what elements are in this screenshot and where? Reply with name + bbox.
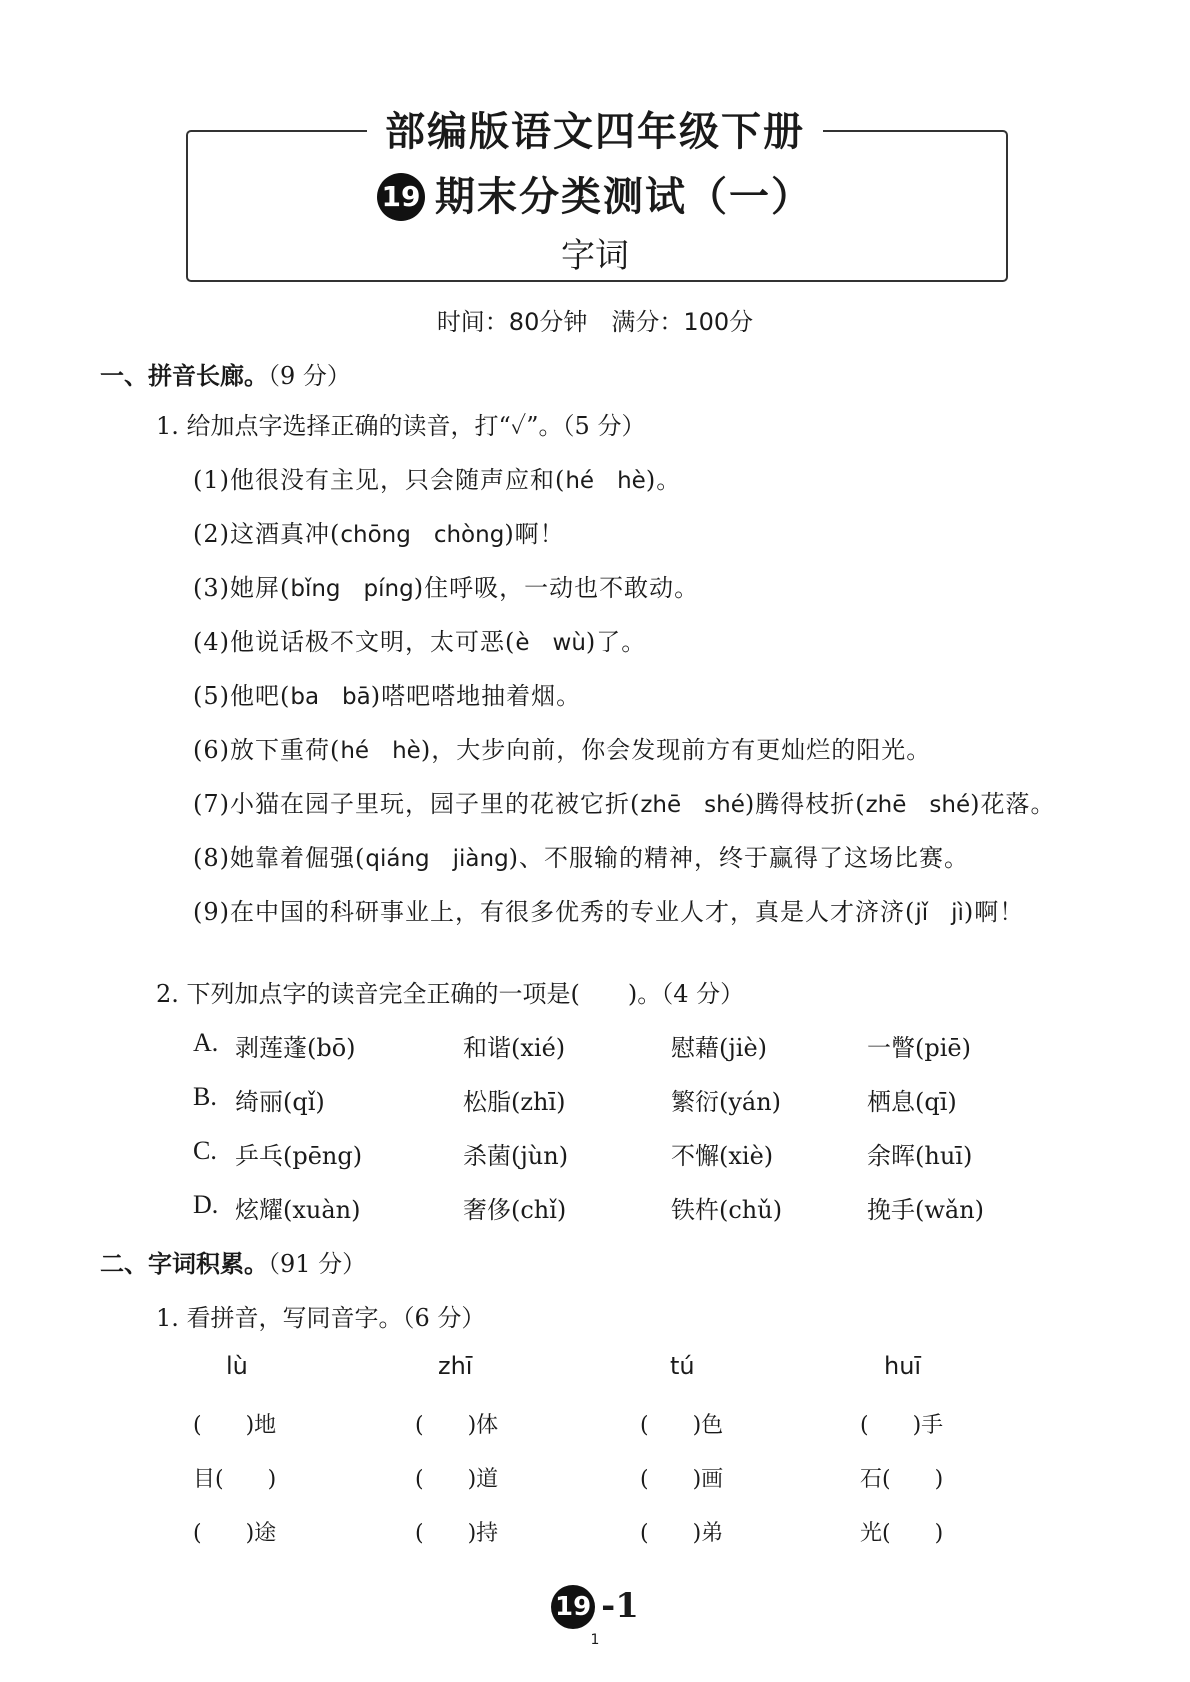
pinyin-options: è wù xyxy=(515,630,586,656)
homophone-blank[interactable]: 光( ) xyxy=(860,1521,944,1546)
answer-option-row xyxy=(193,1082,1053,1118)
pinyin-choice-item xyxy=(193,892,1024,927)
pinyin-options: zhē shé xyxy=(865,792,971,818)
homophone-blank[interactable]: ( )色 xyxy=(640,1413,724,1438)
pinyin-options: ba bā xyxy=(290,684,371,710)
option-word: 奢侈(chǐ) xyxy=(463,1196,567,1224)
option-word: 不懈(xiè) xyxy=(671,1142,774,1170)
item-text: (8)她靠着倔强( xyxy=(193,844,366,872)
homophone-blank[interactable]: ( )弟 xyxy=(640,1521,724,1546)
pinyin-options: hé hè xyxy=(565,468,646,494)
footer-page-label: 19 -1 xyxy=(0,1585,1190,1629)
pinyin-options: bǐng píng xyxy=(290,576,414,602)
question-2-1: 1. 看拼音，写同音字。（6 分） xyxy=(156,1304,486,1332)
homophone-blank[interactable]: ( )地 xyxy=(193,1413,277,1438)
item-text: (2)这酒真冲( xyxy=(193,520,341,548)
pinyin-choice-item xyxy=(193,784,1056,819)
item-text: )。 xyxy=(645,466,682,494)
item-text: )嗒吧嗒地抽着烟。 xyxy=(370,682,582,710)
footer-unit-badge: 19 xyxy=(551,1585,595,1629)
option-word: 和谐(xié) xyxy=(463,1034,566,1062)
pinyin-choice-item xyxy=(193,460,681,495)
pinyin-prompt: zhī xyxy=(438,1352,473,1380)
item-text: )、不服输的精神，终于赢得了这场比赛。 xyxy=(508,844,970,872)
pinyin-choice-item xyxy=(193,676,581,711)
unit-number-badge: 19 xyxy=(377,173,425,221)
option-word: 剥莲蓬(bō) xyxy=(235,1034,356,1062)
pinyin-options: zhē shé xyxy=(640,792,745,818)
item-text: )啊！ xyxy=(963,898,1025,926)
item-text: )腾得枝折( xyxy=(744,790,866,818)
option-letter: B. xyxy=(193,1082,217,1111)
option-word: 余晖(huī) xyxy=(867,1142,973,1170)
homophone-blank[interactable]: ( )道 xyxy=(415,1467,499,1492)
pinyin-prompt: tú xyxy=(670,1352,695,1380)
section-2-heading: 二、字词积累。（91 分） xyxy=(100,1249,367,1278)
option-word: 慰藉(jiè) xyxy=(671,1034,768,1062)
question-1-2: 2. 下列加点字的读音完全正确的一项是( )。（4 分） xyxy=(156,980,745,1008)
option-word: 杀菌(jùn) xyxy=(463,1142,569,1170)
option-word: 铁杵(chǔ) xyxy=(671,1196,783,1224)
pinyin-options: qiáng jiàng xyxy=(365,846,509,872)
option-word: 栖息(qī) xyxy=(867,1088,957,1116)
option-word: 挽手(wǎn) xyxy=(867,1196,985,1224)
item-text: (4)他说话极不文明，太可恶( xyxy=(193,628,516,656)
option-word: 绮丽(qǐ) xyxy=(235,1088,325,1116)
item-text: (3)她屏( xyxy=(193,574,291,602)
option-word: 一瞥(piē) xyxy=(867,1034,971,1062)
answer-option-row xyxy=(193,1028,1053,1064)
item-text: )，大步向前，你会发现前方有更灿烂的阳光。 xyxy=(420,736,932,764)
homophone-blank[interactable]: ( )手 xyxy=(860,1413,944,1438)
homophone-blank[interactable]: ( )体 xyxy=(415,1413,499,1438)
option-word: 炫耀(xuàn) xyxy=(235,1196,361,1224)
pinyin-options: jǐ jì xyxy=(915,900,964,926)
pinyin-prompt: huī xyxy=(884,1352,922,1380)
pinyin-choice-item xyxy=(193,622,646,657)
page-number: 1 xyxy=(590,1632,600,1648)
option-letter: A. xyxy=(193,1028,219,1057)
pinyin-prompt: lù xyxy=(226,1352,248,1380)
pinyin-options: hé hè xyxy=(340,738,421,764)
pinyin-choice-item xyxy=(193,514,565,549)
item-text: (7)小猫在园子里玩，园子里的花被它折( xyxy=(193,790,641,818)
item-text: )住呼吸，一动也不敢动。 xyxy=(413,574,700,602)
question-1-1: 1. 给加点字选择正确的读音，打“✓”。（5 分） xyxy=(156,412,646,440)
option-letter: C. xyxy=(193,1136,217,1165)
item-text: )花落。 xyxy=(970,790,1056,818)
pinyin-options: chōng chòng xyxy=(340,522,505,548)
option-word: 繁衍(yán) xyxy=(671,1088,782,1116)
answer-option-row xyxy=(193,1136,1053,1172)
homophone-blank[interactable]: ( )持 xyxy=(415,1521,499,1546)
pinyin-choice-item xyxy=(193,730,931,765)
pinyin-choice-item xyxy=(193,568,699,603)
unit-subtitle: 19 期末分类测试（一） xyxy=(0,165,1190,222)
item-text: (9)在中国的科研事业上，有很多优秀的专业人才，真是人才济济( xyxy=(193,898,916,926)
option-letter: D. xyxy=(193,1190,219,1219)
answer-option-row xyxy=(193,1190,1053,1226)
item-text: (6)放下重荷( xyxy=(193,736,341,764)
item-text: )了。 xyxy=(585,628,647,656)
time-info: 时间：80分钟 满分：100分 xyxy=(436,308,754,336)
homophone-blank[interactable]: ( )途 xyxy=(193,1521,277,1546)
page-title: 部编版语文四年级下册 xyxy=(0,100,1190,157)
option-word: 乒乓(pēng) xyxy=(235,1142,363,1170)
homophone-blank[interactable]: 石( ) xyxy=(860,1467,944,1492)
topic-label: 字词 xyxy=(561,236,629,276)
homophone-blank[interactable]: 目( ) xyxy=(193,1467,277,1492)
homophone-blank[interactable]: ( )画 xyxy=(640,1467,724,1492)
option-word: 松脂(zhī) xyxy=(463,1088,566,1116)
item-text: (5)他吧( xyxy=(193,682,291,710)
item-text: )啊！ xyxy=(504,520,565,548)
section-1-heading: 一、拼音长廊。（9 分） xyxy=(100,361,351,390)
item-text: (1)他很没有主见，只会随声应和( xyxy=(193,466,566,494)
pinyin-choice-item xyxy=(193,838,969,873)
